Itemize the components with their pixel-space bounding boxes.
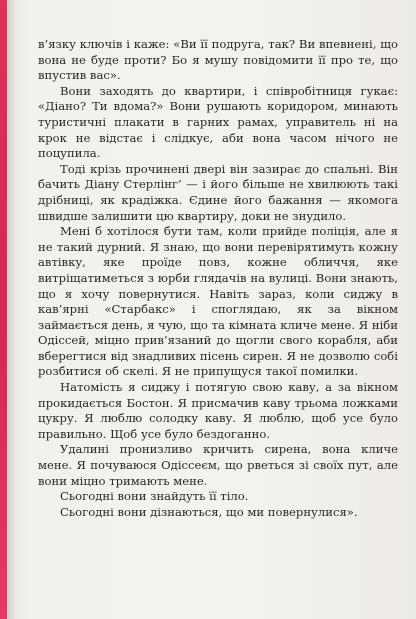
page-text [38,37,398,520]
paragraph: Вони заходять до квартири, і співробітниця гукає: «Діано? Ти вдома?» Вони рушають коридором, минають туристичні плакати в гарних рамах, управитель ні на крок не відстає і слідкує, аби вона часом нічого не поцупила. [38,83,398,161]
paragraph: Удалині пронизливо кричить сирена, вона кличе мене. Я почуваюся Одіссеєм, що рветься зі своїх пут, але вони міцно тримають мене. [38,442,398,488]
book-spine-edge [0,0,7,619]
paragraph: Сьогодні вони знайдуть її тіло. [60,489,249,504]
gutter-shadow [7,0,17,619]
paragraph: Сьогодні вони дізнаються, що ми повернулися». [60,504,358,519]
paragraph: Натомість я сиджу і потягую свою каву, а за вікном прокидається Бостон. Я присмачив каву трьома ложками цукру. Я люблю солодку каву. Я люблю, щоб усе було правильно. Щоб усе було бездоганно. [38,380,398,441]
paragraph: Мені б хотілося бути там, коли прийде поліція, але я не такий дурний. Я знаю, що вони перевірятимуть кожну автівку, яке проїде повз, кожне обличчя, яке витріщатиметься з юрби глядачів на вулиці. Вони знають, що я хочу повернутися. Навіть зараз, коли сиджу в кав’ярні «Старбакс» і споглядаю, як за вікном займається день, я чую, що та кімната кличе мене. Я ніби Одіссей, міцно прив’язаний до щогли свого корабля, аби вберегтися від знадливих пісень сирен. Я не дозволю собі розбитися об скелі. Я не припущуся такої помилки. [38,224,398,379]
paragraph: Тоді крізь прочинені двері він зазирає до спальні. Він бачить Діану Стерлінг’ — і його більше не хвилюють такі дрібниці, як крадіжка. Єдине його бажання — якомога швидше залишити цю квартиру, доки не знудило. [38,161,398,223]
paragraph: в’язку ключів і каже: «Ви її подруга, так? Ви впевнені, що вона не буде проти? Бо я мушу повідомити її про те, що впустив вас». [38,37,398,83]
